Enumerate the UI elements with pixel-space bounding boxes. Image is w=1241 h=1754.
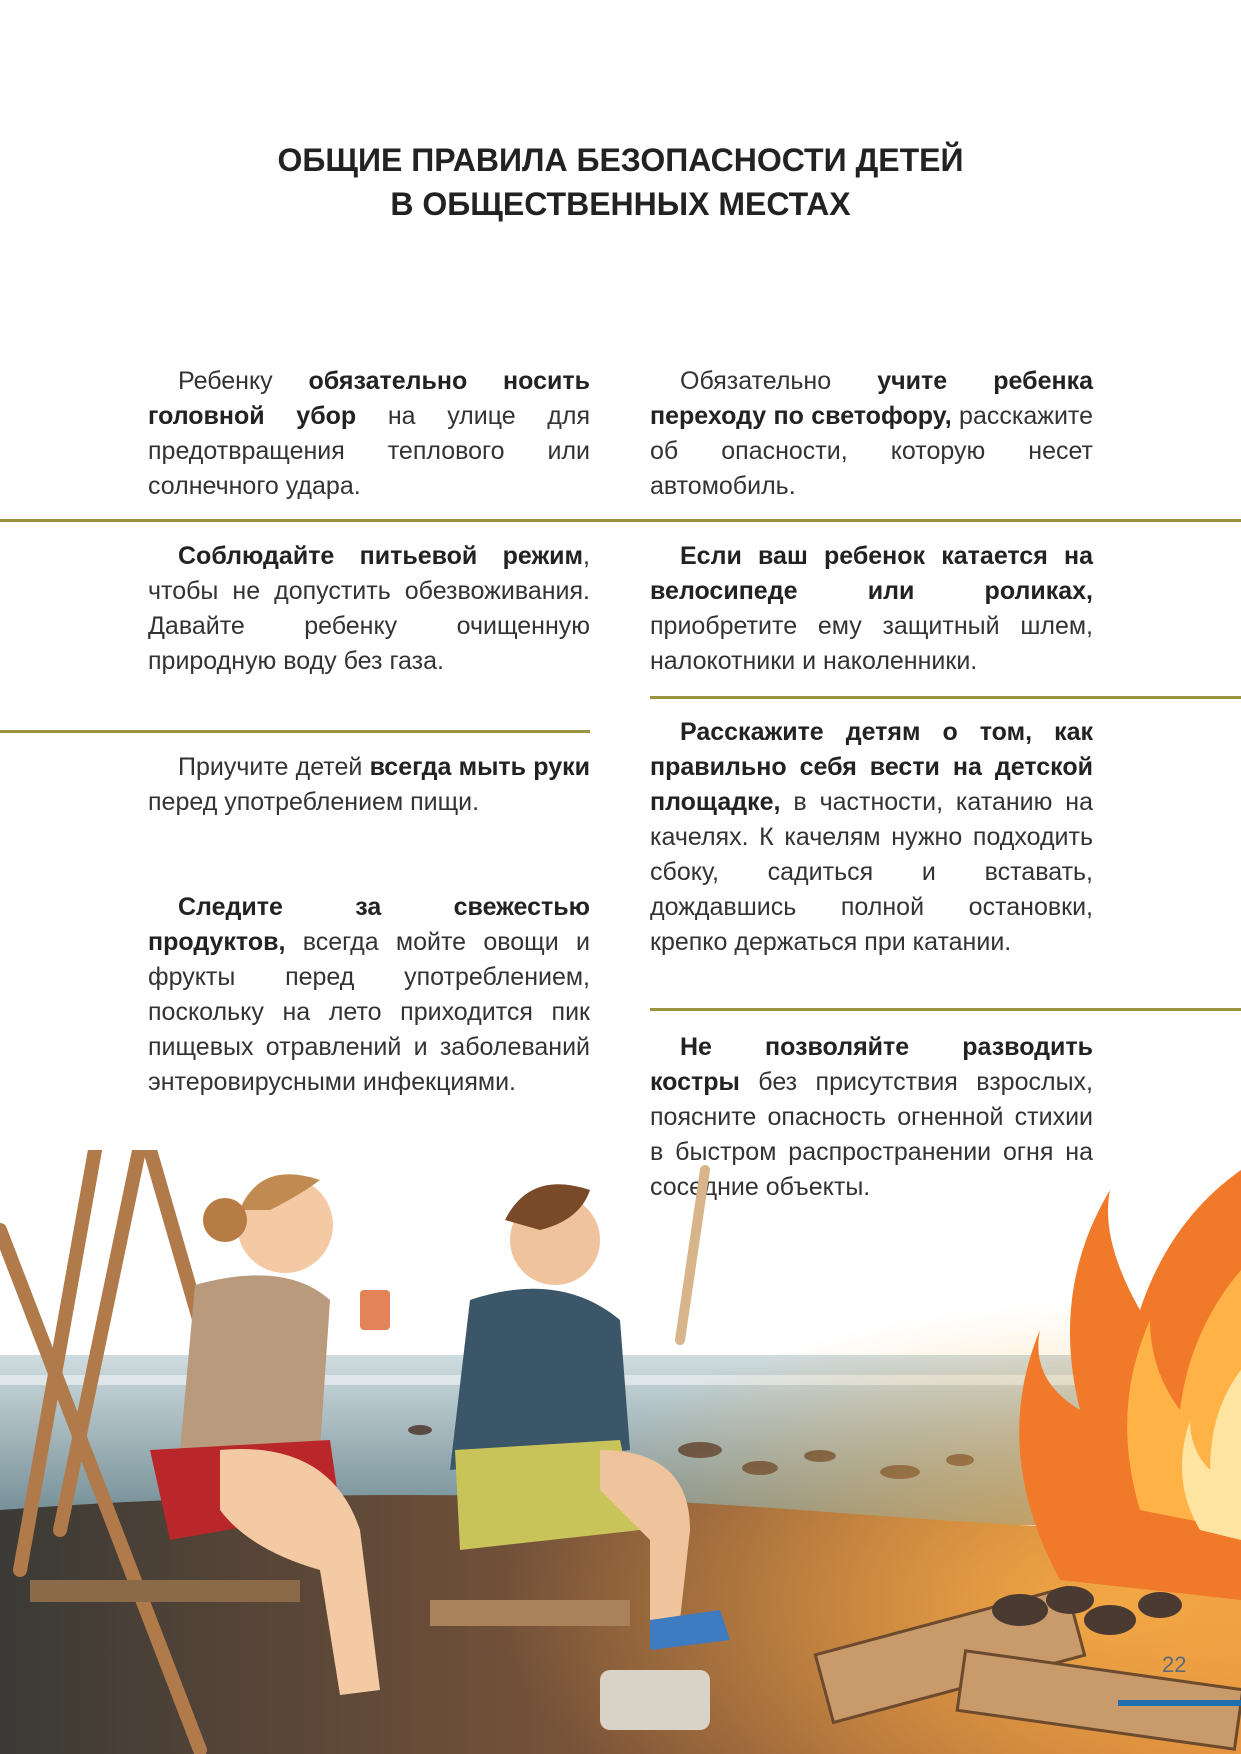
rule-headwear: Ребенку обязательно носить головной убор на улице для предотвращения теплового или солнечного удара. [148,367,590,500]
divider-left [0,730,590,733]
rule-emphasis: Если ваш ребенок катается на велосипеде или роликах, [650,542,1093,605]
rule-handwashing: Приучите детей всегда мыть руки перед употреблением пищи. [148,753,590,816]
divider-top-full [0,519,1241,522]
accent-bar [1118,1700,1241,1706]
divider-right-2 [650,1008,1241,1011]
rule-bicycle-helmet: Если ваш ребенок катается на велосипеде или роликах, приобретите ему защитный шлем, налокотники и наколенники. [650,542,1093,675]
rule-emphasis: Расскажите детям о том, как правильно себя вести на детской площадке, [650,718,1093,816]
rule-food-freshness: Следите за свежестью продуктов, всегда мойте овощи и фрукты перед употреблением, поскольку на лето приходится пик пищевых отравлений и заболеваний энтеровирусными инфекциями. [148,893,590,1096]
title-line-1: ОБЩИЕ ПРАВИЛА БЕЗОПАСНОСТИ ДЕТЕЙ [277,142,964,178]
rule-emphasis: Следите за свежестью продуктов, [148,893,590,956]
rule-emphasis: Не позволяйте разводить костры [650,1033,1093,1096]
campfire-beach-children-illustration [0,1150,1241,1754]
page-title [0,138,1241,226]
rule-emphasis: учите ребенка переходу по светофору, [650,367,1093,430]
rule-emphasis: Соблюдайте питьевой режим [178,542,584,570]
rule-emphasis: обязательно носить головной убор [148,367,590,430]
divider-right-1 [650,696,1241,699]
rule-drinking: Соблюдайте питьевой режим, чтобы не допустить обезвоживания. Давайте ребенку очищенную природную воду без газа. [148,542,590,675]
rule-traffic-light: Обязательно учите ребенка переходу по светофору, расскажите об опасности, которую несет автомобиль. [650,367,1094,500]
title-line-2: В ОБЩЕСТВЕННЫХ МЕСТАХ [390,186,851,222]
page-number: 22 [1162,1652,1187,1677]
rule-campfire: Не позволяйте разводить костры без присутствия взрослых, поясните опасность огненной стихии [650,1033,1093,1131]
rule-emphasis: всегда мыть руки [369,753,590,781]
rule-playground: Расскажите детям о том, как правильно себя вести на детской площадке, в частности, катанию на качелях. К качелям нужно подходить сбоку, садиться и вставать, дождавшись полной остановки, крепко держаться при катании. [650,718,1093,956]
